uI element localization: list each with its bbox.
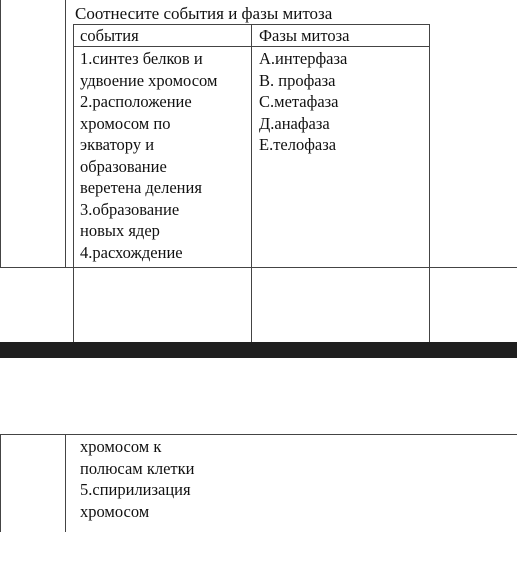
phase-line: В. профаза xyxy=(259,70,336,90)
column-divider xyxy=(251,24,252,344)
table-border-left xyxy=(73,24,74,344)
event-line: 2.расположение xyxy=(80,92,192,111)
event-line: экватору и xyxy=(80,135,155,154)
event-line: 5.спирилизация xyxy=(80,480,191,499)
events-cell-continued xyxy=(80,436,194,522)
page-break-band xyxy=(0,342,517,358)
table-border-right xyxy=(429,24,430,344)
event-line: новых ядер xyxy=(80,221,160,240)
phases-cell xyxy=(259,48,347,156)
phase-line: Е.телофаза xyxy=(259,135,337,154)
event-line: хромосом к xyxy=(80,437,162,456)
header-events: события xyxy=(80,26,139,45)
event-line: полюсам клетки xyxy=(80,458,195,478)
phase-line: С.метафаза xyxy=(259,92,339,111)
event-line: веретена деления xyxy=(80,178,202,197)
grid-line xyxy=(65,434,66,532)
phase-line: Д.анафаза xyxy=(259,113,330,133)
event-line: 4.расхождение xyxy=(80,242,183,262)
event-line: хромосом по xyxy=(80,113,171,133)
phase-line: А.интерфаза xyxy=(259,49,348,68)
header-phases: Фазы митоза xyxy=(259,26,350,45)
grid-line xyxy=(0,0,1,268)
event-line: хромосом xyxy=(80,501,150,521)
event-line: 3.образование xyxy=(80,199,180,219)
grid-line xyxy=(65,0,66,268)
events-cell xyxy=(80,48,217,263)
page-title: Соотнесите события и фазы митоза xyxy=(75,4,333,23)
grid-line xyxy=(0,434,1,532)
event-line: удвоение хромосом xyxy=(80,70,218,90)
row-divider xyxy=(0,267,517,268)
event-line: 1.синтез белков и xyxy=(80,49,203,68)
row-divider xyxy=(0,434,517,435)
event-line: образование xyxy=(80,156,167,176)
